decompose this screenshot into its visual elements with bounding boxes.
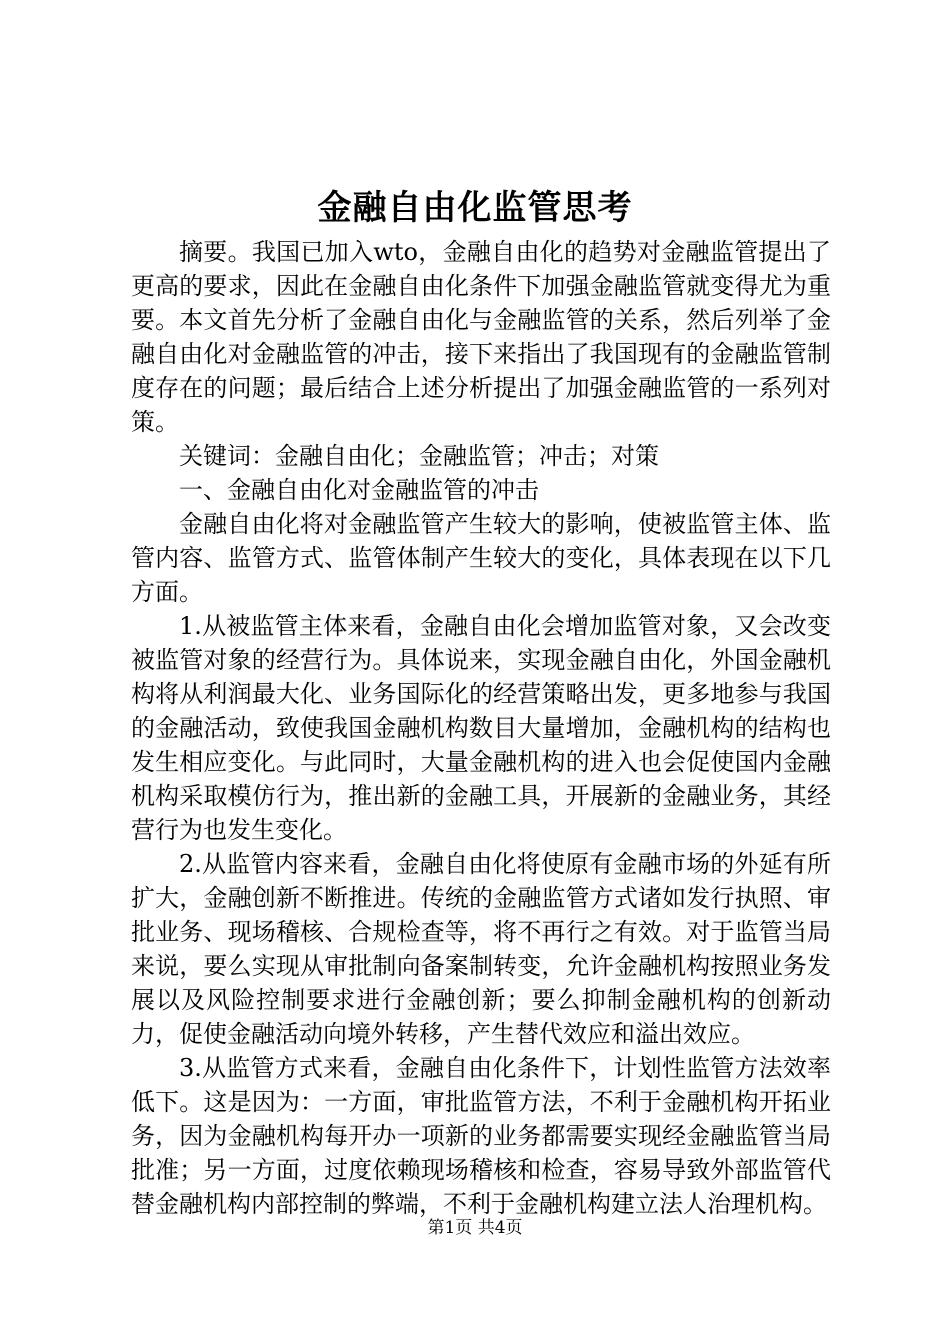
body-paragraph: 3.从监管方式来看，金融自由化条件下，计划性监管方法效率低下。这是因为：一方面，审批监管方法，不利于金融机构开拓业务，因为金融机构每开办一项新的业务都需要实现经金融监管当局批准；另一方面，过度依赖现场稽核和检查，容易导致外部监管代替金融机构内部控制的弊端，不利于金融机构建立法人治理机构。 bbox=[131, 1054, 831, 1218]
keywords-paragraph: 关键词：金融自由化；金融监管；冲击；对策 bbox=[179, 442, 659, 470]
body-paragraph: 金融自由化将对金融监管产生较大的影响，使被监管主体、监管内容、监管方式、监管体制产生较大的变化，具体表现在以下几方面。 bbox=[131, 510, 831, 606]
section-heading: 一、金融自由化对金融监管的冲击 bbox=[179, 476, 539, 504]
abstract-paragraph: 摘要。我国已加入wto，金融自由化的趋势对金融监管提出了更高的要求，因此在金融自由化条件下加强金融监管就变得尤为重要。本文首先分析了金融自由化与金融监管的关系，然后列举了金融自由化对金融监管的冲击，接下来指出了我国现有的金融监管制度存在的问题；最后结合上述分析提出了加强金融监管的一系列对策。 bbox=[131, 238, 831, 436]
document-title: 金融自由化监管思考 bbox=[317, 188, 633, 228]
document-body bbox=[131, 235, 831, 1221]
body-paragraph: 1.从被监管主体来看，金融自由化会增加监管对象，又会改变被监管对象的经营行为。具体说来，实现金融自由化，外国金融机构将从利润最大化、业务国际化的经营策略出发，更多地参与我国的金融活动，致使我国金融机构数目大量增加，金融机构的结构也发生相应变化。与此同时，大量金融机构的进入也会促使国内金融机构采取模仿行为，推出新的金融工具，开展新的金融业务，其经营行为也发生变化。 bbox=[131, 612, 831, 844]
page-number-footer: 第1页 共4页 bbox=[427, 1218, 523, 1238]
body-paragraph: 2.从监管内容来看，金融自由化将使原有金融市场的外延有所扩大，金融创新不断推进。传统的金融监管方式诸如发行执照、审批业务、现场稽核、合规检查等，将不再行之有效。对于监管当局来说，要么实现从审批制向备案制转变，允许金融机构按照业务发展以及风险控制要求进行金融创新；要么抑制金融机构的创新动力，促使金融活动向境外转移，产生替代效应和溢出效应。 bbox=[131, 850, 831, 1048]
